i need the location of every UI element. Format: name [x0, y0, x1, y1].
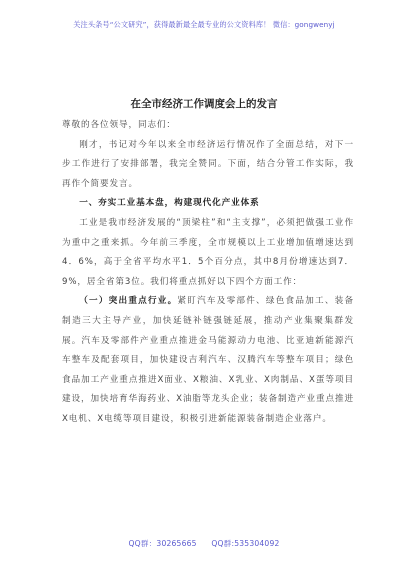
sub-heading-1-text: 紧盯汽车及零部件、绿色食品加工、装备制造三大主导产业，加快延链补链强链延展，推动产业集聚集群发展。汽车及零部件产业重点推进金马能源动力电池、比亚迪新能源汽车整车及配套项目，加快建设吉利汽车、汉腾汽车等整车项目；绿色食品加工产业重点推进X面业、X粮油、X乳业、X肉制品、X蛋等项目建设，加快培育华海药业、X油脂等龙头企业；装备制造产业重点推进X电机、X电缆等项目建设，积极引进新能源装备制造企业落户。	[62, 296, 354, 424]
paragraph-key-industries	[62, 292, 354, 429]
document-title: 在全市经济工作调度会上的发言	[130, 98, 278, 110]
sub-heading-1: （一）突出重点行业。	[79, 296, 178, 307]
footer-qq-group-2: QQ群:535304092	[211, 539, 280, 548]
footer-qq-group-1: QQ群：30265665	[128, 539, 197, 548]
document-body	[62, 116, 354, 430]
header-promo-note: 关注头条号“公文研究”，获得最新最全最专业的公文资料库！ 微信：gongwenyj	[73, 20, 335, 29]
section-heading-1: 一、夯实工业基本盘，构建现代化产业体系	[79, 198, 260, 209]
paragraph-industry: 工业是我市经济发展的“顶梁柱”和“主支撑”，必须把做强工业作为重中之重来抓。今年前三季度，全市规模以上工业增加值增速达到4．6%，高于全省平均水平1．5个百分点，其中8月份增速达到7．9%，居全省第3位。我们将重点抓好以下四个方面工作：	[62, 217, 354, 287]
paragraph-intro: 刚才，书记对今年以来全市经济运行情况作了全面总结，对下一步工作进行了安排部署，我完全赞同。下面，结合分管工作实际，我再作个简要发言。	[62, 139, 354, 189]
footer-contact	[0, 538, 408, 549]
salutation: 尊敬的各位领导，同志们：	[62, 120, 176, 130]
